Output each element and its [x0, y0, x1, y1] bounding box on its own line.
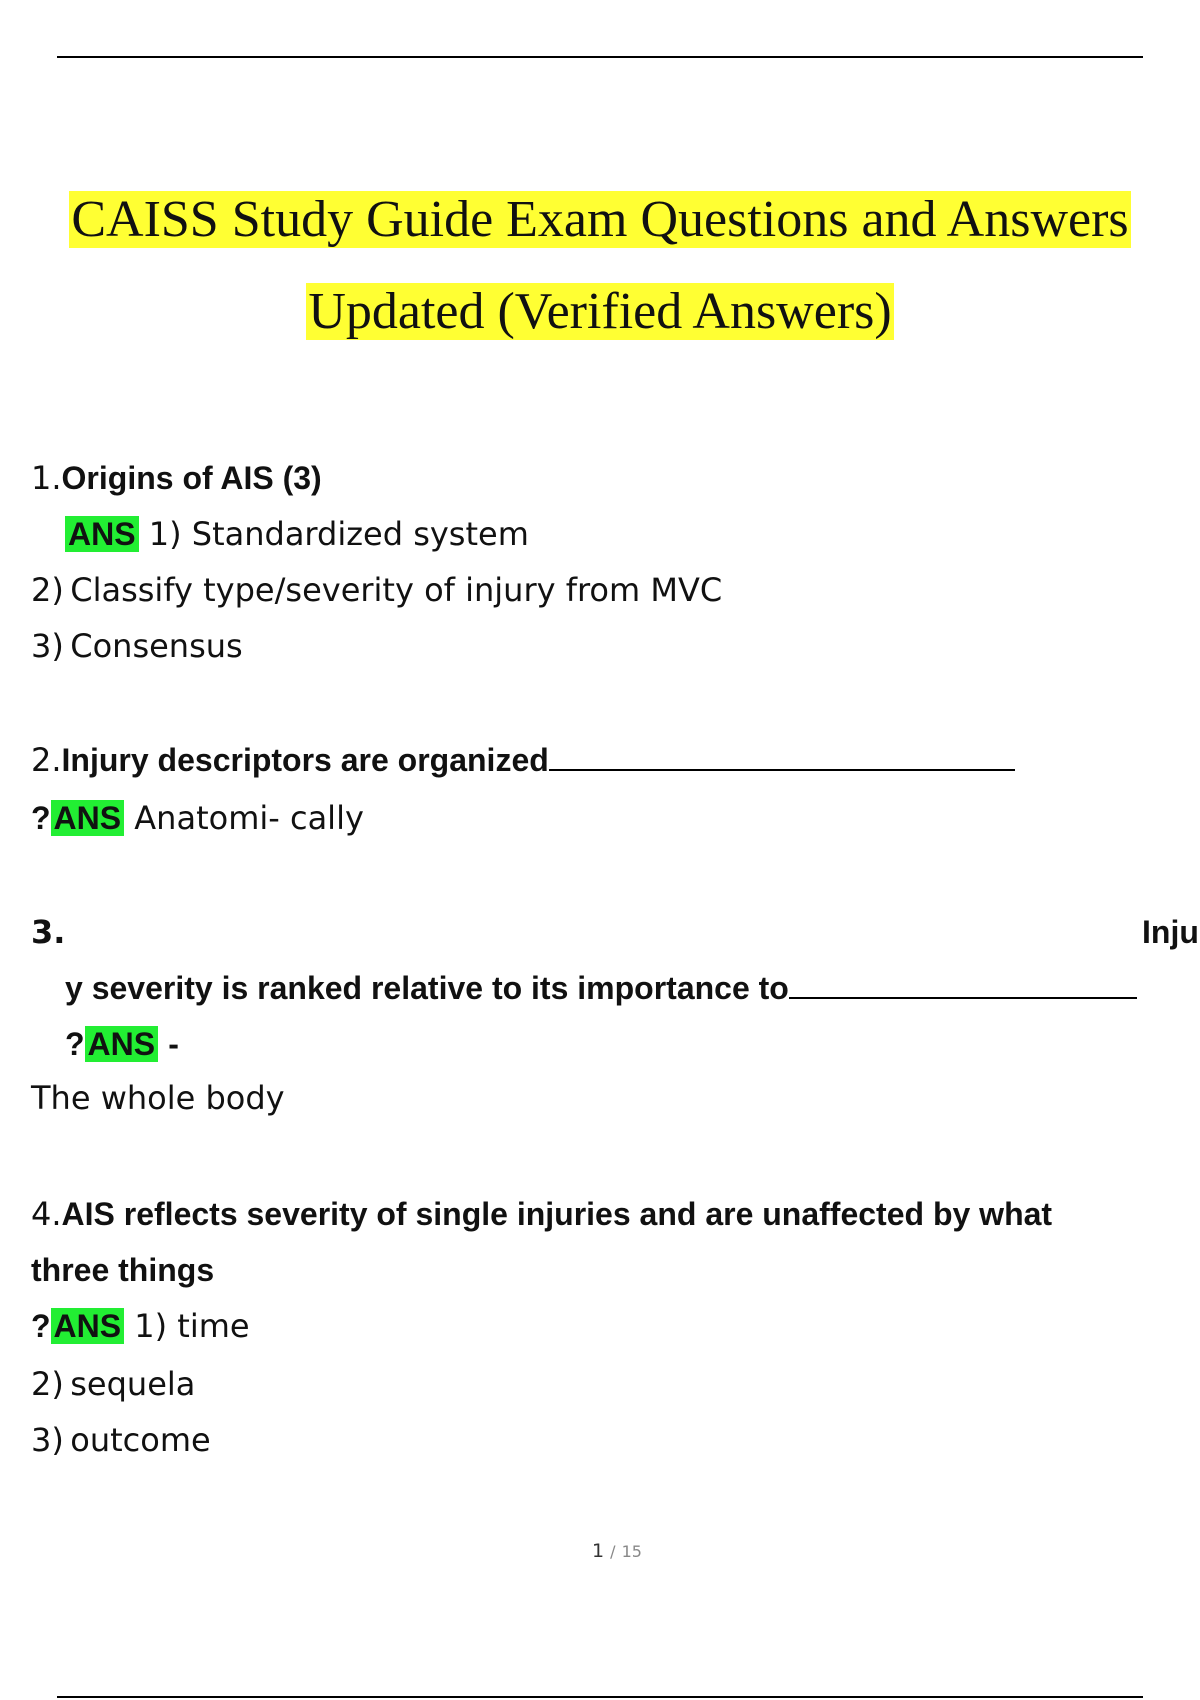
question-text: Origins of AIS (3) — [61, 460, 322, 496]
answer-1-line-1 — [65, 514, 529, 554]
answer-text: 1) time — [134, 1307, 250, 1345]
answer-1-line-2: 2) Classify type/severity of injury from MVC — [31, 571, 723, 609]
question-text: Injury descriptors are organized — [61, 742, 549, 778]
answer-4-line-1 — [31, 1306, 250, 1346]
page-number — [0, 1540, 1200, 1562]
answer-tag: ANS — [65, 516, 139, 552]
question-3-start: Inju — [1142, 914, 1199, 950]
answer-4-line-3: 3) outcome — [31, 1421, 211, 1459]
answer-prefix: ? — [31, 1308, 51, 1344]
answer-prefix: ? — [31, 800, 51, 836]
fill-in-blank — [549, 741, 1015, 771]
answer-prefix: ? — [65, 1026, 85, 1062]
answer-suffix: - — [168, 1026, 179, 1062]
answer-1-line-3: 3) Consensus — [31, 627, 243, 665]
question-3-number: 3. — [31, 913, 66, 951]
document-title-line-1: CAISS Study Guide Exam Questions and Answers — [71, 191, 1129, 248]
answer-tag: ANS — [51, 800, 125, 836]
question-number: 4. — [31, 1195, 62, 1233]
question-2 — [31, 740, 1015, 780]
question-number: 2. — [31, 741, 62, 779]
answer-3-text: The whole body — [31, 1079, 285, 1117]
question-number: 1. — [31, 459, 62, 497]
fill-in-blank — [789, 969, 1137, 999]
total-pages: 15 — [621, 1542, 642, 1561]
answer-tag: ANS — [51, 1308, 125, 1344]
bottom-rule — [57, 1696, 1143, 1698]
question-3-rest — [65, 968, 1137, 1008]
answer-4-line-2: 2) sequela — [31, 1365, 196, 1403]
answer-text: 1) Standardized system — [148, 515, 529, 553]
question-1 — [31, 458, 322, 498]
question-4 — [31, 1194, 1052, 1234]
answer-3-tag-line — [65, 1024, 179, 1064]
question-text: y severity is ranked relative to its importance to — [65, 970, 789, 1006]
current-page: 1 — [592, 1540, 605, 1562]
top-rule — [57, 56, 1143, 58]
question-4-line-2: three things — [31, 1252, 215, 1288]
page-separator: / — [610, 1542, 616, 1561]
answer-2 — [31, 798, 364, 838]
answer-tag: ANS — [85, 1026, 159, 1062]
document-title-line-2: Updated (Verified Answers) — [308, 283, 892, 340]
answer-text: Anatomi- cally — [134, 799, 364, 837]
question-text: AIS reflects severity of single injuries and are unaffected by what — [61, 1196, 1053, 1232]
